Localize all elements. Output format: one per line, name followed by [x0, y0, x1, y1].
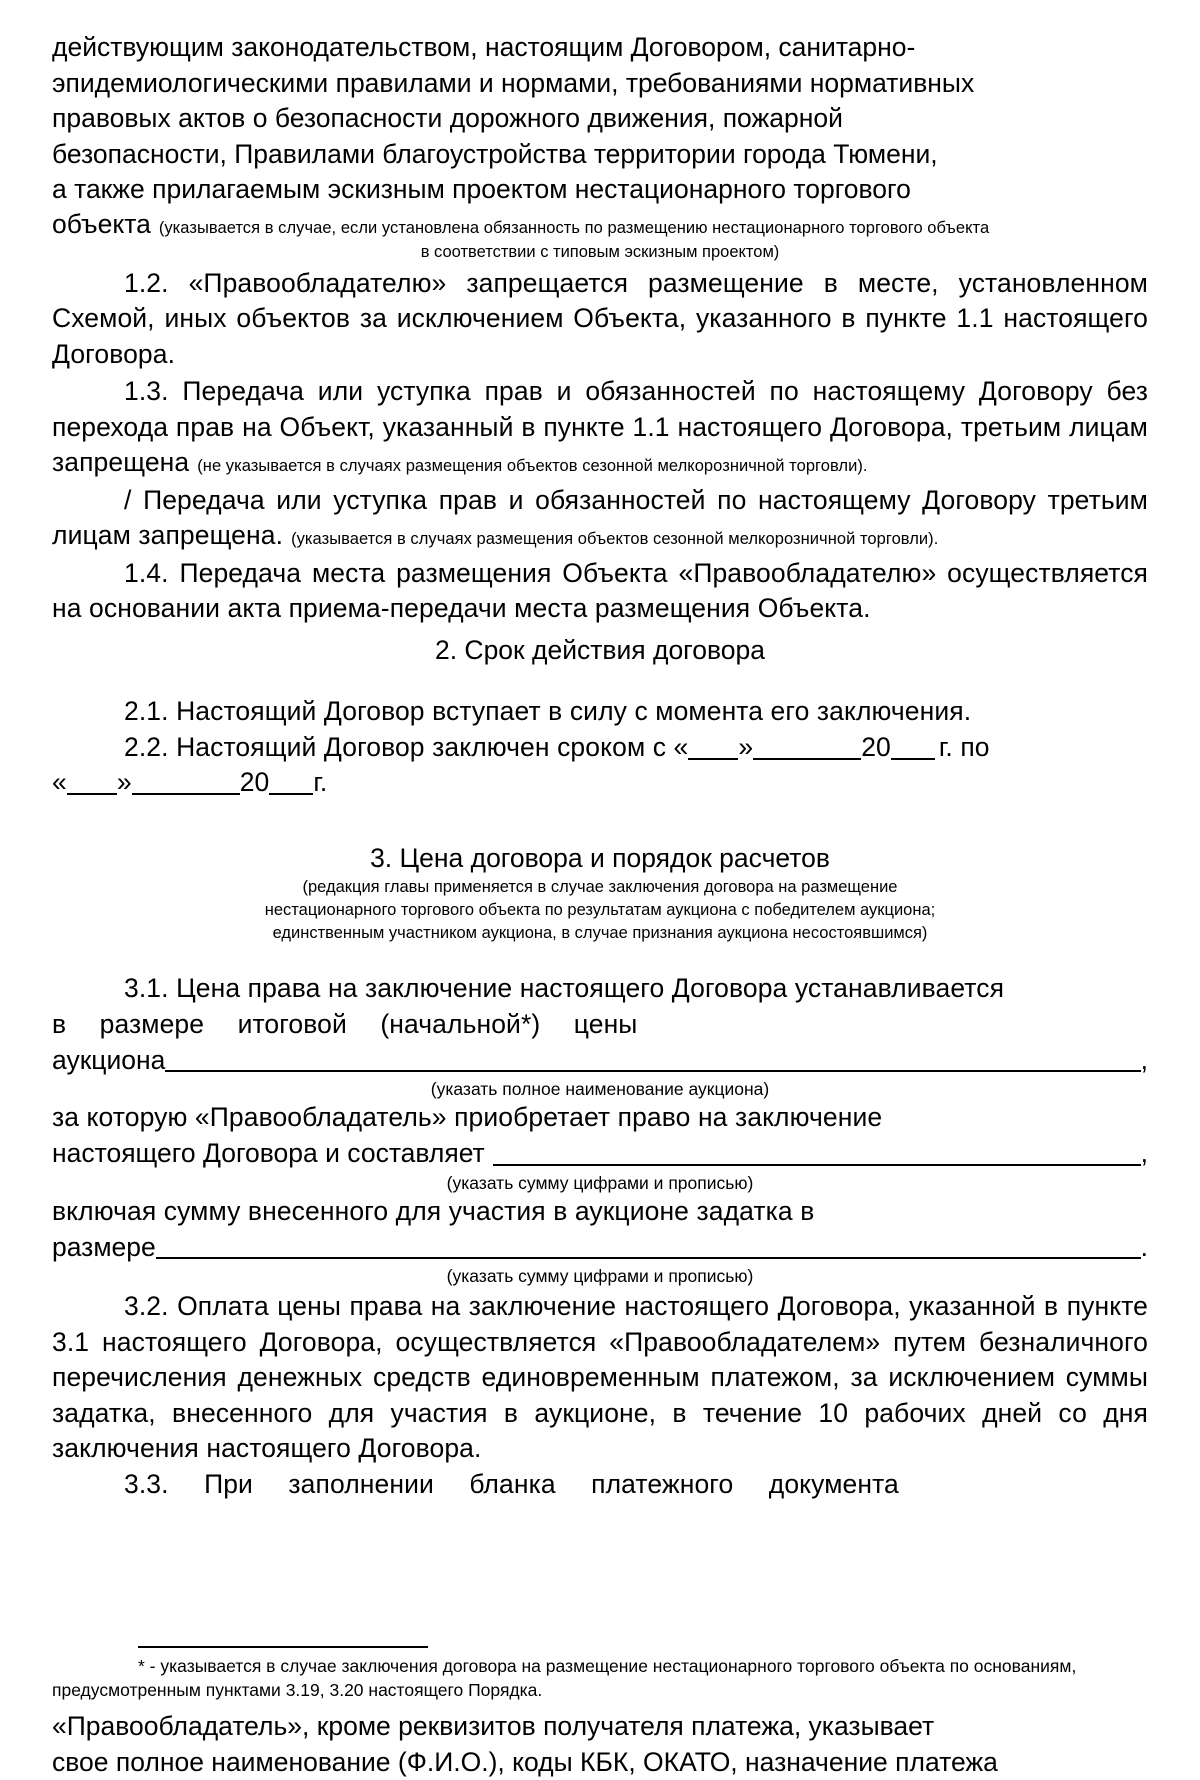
section-3-note-line3: единственным участником аукциона, в случае признания аукциона несостоявшимся) — [272, 924, 928, 942]
footnote-text-1: * - указывается в случае заключения договора на размещение нестационарного торгового объекта по основаниям, — [138, 1656, 1077, 1676]
objekta-word: объекта — [52, 208, 151, 239]
footnote-line-2: предусмотренным пунктами 3.19, 3.20 настоящего Порядка. — [52, 1680, 543, 1700]
auction-name-comma: , — [1140, 1044, 1148, 1075]
sum-comma-1: , — [1140, 1138, 1148, 1168]
page-tail-line-2: свое полное наименование (Ф.И.О.), коды КБК, ОКАТО, назначение платежа — [52, 1747, 998, 1777]
clause-1-3-text: 1.3. Передача или уступка прав и обязанностей по настоящему Договору без перехода прав на Объект, указанный в пункте 1.1 настоящего Договора, третьим лицам запрещена — [52, 376, 1148, 477]
page-tail-line-1: «Правообладатель», кроме реквизитов получателя платежа, указывает — [52, 1711, 935, 1741]
footnote-area — [52, 1646, 1148, 1780]
objekta-note-line2: в соответствии с типовым эскизным проектом) — [420, 242, 780, 261]
line-2: эпидемиологическими правилами и нормами, требованиями нормативных — [52, 67, 975, 98]
clause-2-2 — [52, 730, 1148, 766]
clause-2-2-part2: » — [738, 731, 754, 762]
section-3-note-line2: нестационарного торгового объекта по результатам аукциона с победителем аукциона; — [264, 901, 936, 919]
clause-2-2-year1: 20 — [861, 731, 891, 762]
section-3-note-line1: (редакция главы применяется в случае заключения договора на размещение — [302, 878, 898, 896]
line-3: правовых актов о безопасности дорожного движения, пожарной — [52, 103, 843, 133]
clause-2-2-part5: » — [116, 767, 132, 797]
auction-name-fill-row — [52, 1042, 1148, 1078]
year-blank-2[interactable] — [269, 767, 313, 795]
footnote-line-1 — [52, 1654, 1148, 1678]
section-2-heading: 2. Срок действия договора — [434, 634, 766, 665]
section-3-heading: 3. Цена договора и порядок расчетов — [370, 842, 830, 873]
objekta-with-note — [52, 208, 1148, 241]
auction-word: аукциона — [52, 1044, 166, 1075]
sum-fill-row-2 — [52, 1229, 1148, 1265]
clause-2-2-part4: « — [52, 767, 67, 797]
clause-1-3-note: (не указывается в случаях размещения объектов сезонной мелкорозничной торговли). — [197, 457, 868, 475]
line-4: безопасности, Правилами благоустройства территории города Тюмени, — [52, 138, 938, 169]
sum-blank-2[interactable] — [156, 1229, 1141, 1259]
clause-3-1-line-4-text: настоящего Договора и составляет — [52, 1138, 485, 1168]
day-blank-2[interactable] — [67, 767, 117, 795]
day-blank-1[interactable] — [688, 732, 738, 760]
caption-sum-2: (указать сумму цифрами и прописью) — [446, 1266, 754, 1286]
clause-3-1-line-5: включая сумму внесенного для участия в аукционе задатка в — [52, 1195, 815, 1226]
clause-3-3: 3.3. При заполнении бланка платежного документа — [124, 1468, 899, 1499]
caption-sum-1: (указать сумму цифрами и прописью) — [446, 1172, 754, 1193]
clause-2-1: 2.1. Настоящий Договор вступает в силу с момента его заключения. — [124, 696, 972, 726]
auction-name-blank[interactable] — [165, 1042, 1140, 1072]
clause-1-2: 1.2. «Правообладателю» запрещается размещение в месте, установленном Схемой, иных объектов за исключением Объекта, указанного в пункте 1.1 настоящего Договора. — [52, 267, 1148, 369]
clause-2-2-second-line — [52, 765, 1148, 801]
clause-2-2-year2: 20 — [239, 767, 270, 797]
line-1: действующим законодательством, настоящим Договором, санитарно- — [52, 32, 916, 62]
clause-1-4: 1.4. Передача места размещения Объекта «Правообладателю» осуществляется на основании акта приема-передачи места размещения Объекта. — [52, 557, 1148, 623]
footnote-separator-rule — [138, 1646, 428, 1648]
clause-3-1-line-3: за которую «Правообладатель» приобретает право на заключение — [52, 1102, 883, 1132]
month-blank-1[interactable] — [753, 732, 861, 760]
razmere-word: размере — [52, 1231, 156, 1262]
objekta-note-inline: (указывается в случае, если установлена обязанность по размещению нестационарного торгового объекта — [158, 218, 990, 237]
justified-block-1 — [52, 30, 1148, 208]
month-blank-2[interactable] — [132, 767, 240, 795]
sum-blank-1[interactable] — [493, 1136, 1141, 1166]
clause-3-2: 3.2. Оплата цены права на заключение настоящего Договора, указанной в пункте 3.1 настоящего Договора, осуществляется «Правообладателем» путем безналичного перечисления денежных средств единовременным платежом, за исключением суммы задатка, внесенного для участия в аукционе, в течение 10 рабочих дней со дня заключения настоящего Договора. — [52, 1291, 1148, 1463]
year-blank-1[interactable] — [891, 732, 935, 760]
sum-period: . — [1140, 1231, 1148, 1262]
clause-1-3 — [52, 374, 1148, 481]
clause-2-2-part1: 2.2. Настоящий Договор заключен сроком с « — [124, 731, 689, 762]
sum-fill-row-1 — [52, 1136, 1148, 1172]
clause-3-1-line-1: 3.1. Цена права на заключение настоящего Договора устанавливается — [124, 973, 1005, 1003]
clause-1-3-alt-text: / Передача или уступка прав и обязанностей по настоящему Договору третьим лицам запрещена. — [52, 484, 1148, 550]
clause-3-1-line-2: в размере итоговой (начальной*) цены — [52, 1008, 638, 1039]
clause-2-2-part3: г. по — [938, 731, 990, 762]
clause-1-3-alt — [52, 483, 1148, 554]
clause-1-3-alt-note: (указывается в случаях размещения объектов сезонной мелкорозничной торговли). — [291, 530, 939, 548]
clause-2-2-part6: г. — [313, 767, 328, 797]
caption-auction-name: (указать полное наименование аукциона) — [430, 1079, 770, 1099]
line-5: а также прилагаемым эскизным проектом нестационарного торгового — [52, 174, 911, 204]
